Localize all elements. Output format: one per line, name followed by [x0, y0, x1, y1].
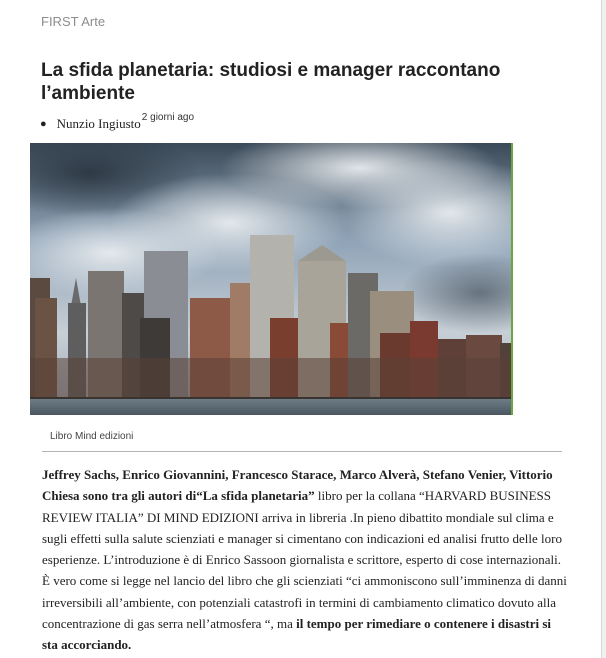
building: [30, 358, 513, 398]
article-body: [42, 464, 567, 656]
water: [30, 398, 513, 415]
body-text: libro per la collana “HARVARD BUSINESS REVIEW ITALIA” DI MIND EDIZIONI arriva in libreria .In pieno dibattito mondiale sul clima e sugli effetti sulla salute scienziati e manager si cimentano con indicazioni ed analisi frutto delle loro esperienze. L’introduzione è di Enrico Sassoon giornalista e scrittore, esperto di cose internazionali. È vero come si legge nel lancio del libro che gli scienziati “ci ammoniscono sull’imminenza di danni irreversibili all’ambiente, con potenziali catastrofi in termini di cambiamento climatico dovuto alla concentrazione di gas serra nell’atmosfera “, ma: [42, 488, 567, 632]
body-tail: il tempo per rimediare o contenere i disastri si sta accorciando.: [42, 616, 552, 653]
author-name[interactable]: Nunzio Ingiusto: [56, 116, 141, 131]
window-edge: [601, 0, 606, 658]
body-lead: Jeffrey Sachs, Enrico Giovannini, Francesco Starace, Marco Alverà, Stefano Venier, Vittorio Chiesa sono tra gli autori di“La sfida planetaria”: [42, 467, 553, 504]
section-label[interactable]: FIRST Arte: [41, 14, 106, 29]
divider: [42, 451, 562, 452]
publish-date: 2 giorni ago: [141, 112, 195, 123]
image-caption: Libro Mind edizioni: [50, 431, 134, 442]
hero-image: [30, 143, 513, 415]
article-title[interactable]: La sfida planetaria: studiosi e manager raccontano l’ambiente: [41, 60, 501, 104]
bullet-icon: ●: [40, 118, 47, 130]
article-meta: [40, 112, 195, 133]
